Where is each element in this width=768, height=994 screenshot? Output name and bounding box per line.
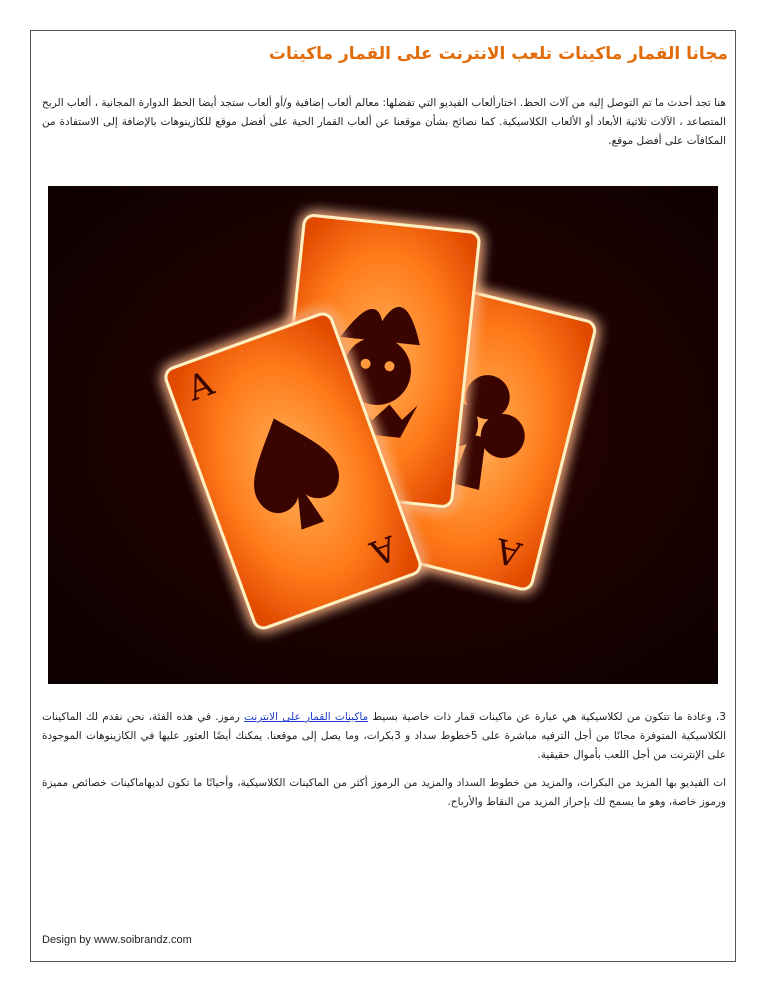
footer-credit: Design by www.soibrandz.com <box>42 934 192 946</box>
page-title: مجانا القمار ماكينات تلعب الانترنت على القمار ماكينات <box>268 44 728 64</box>
svg-text:A: A <box>182 363 220 410</box>
intro-paragraph: هنا تجد أحدث ما تم التوصل إليه من آلات الحظ. اختارألعاب الفيديو التي تفضلها: معالم ألعاب إضافية و/أو ألعاب ستجد أيضا الحظ الدوارة المجانية ، ألعاب الربح المتصاعد ، الآلات ثلاثية الأبعاد أو الألعاب الكلاسيكية. كما نصائح بشأن موقعنا عن ألعاب القمار الحية على أفضل موقع للكازينوهات بالإضافة إلى الاستفادة من المكافآت على أفضل موقع. <box>42 97 726 147</box>
paragraph-2-rest: رموز. في هذه الفئة، نحن نقدم لك الماكينات الكلاسيكية المتوفرة مجانًا من أجل الترفيه مباشرة على 5خطوط سداد و 3بكرات، وما يصل إلى موقعنا. يمكنك أيضًا العثور عليها في الكازينوهات الموجودة على الإنترنت من أجل اللعب بأموال حقيقية. <box>42 711 726 761</box>
neon-cards-illustration <box>48 186 718 684</box>
svg-text:A: A <box>491 529 526 575</box>
paragraph-classic-slots <box>42 708 726 765</box>
paragraph-2-prefix: 3، وعادة ما تتكون من لكلاسيكية هي عبارة عن ماكينات قمار ذات خاصية بسيط <box>372 711 726 723</box>
paragraph-video-slots: ات الفيديو بها المزيد من البكرات، والمزيد من خطوط السداد والمزيد من الرموز أكثر من الماكينات الكلاسيكية، وأحيانًا ما تكون لديهاماكينات خصائص مميزة ورموز خاصة، وهو ما يسمح لك بإحراز المزيد من النقاط والأرباح. <box>42 777 726 808</box>
svg-text:A: A <box>364 526 402 573</box>
online-slots-link[interactable]: ماكينات القمار على الانترنت <box>244 711 369 723</box>
hero-image <box>48 186 718 684</box>
